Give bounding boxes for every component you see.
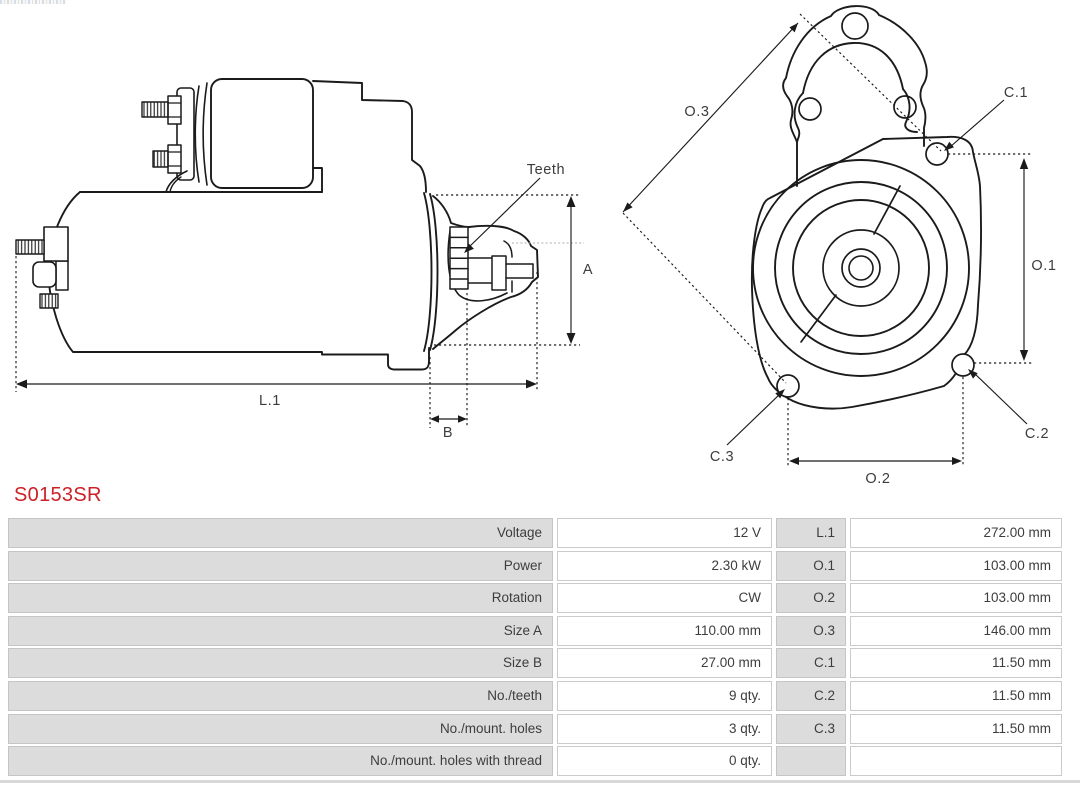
spec-value: 27.00 mm <box>557 648 772 678</box>
motor-body <box>48 192 429 370</box>
spec-value: 3 qty. <box>557 714 772 744</box>
dim-label: C.3 <box>776 714 846 744</box>
spec-value: 12 V <box>557 518 772 548</box>
part-number: S0153SR <box>14 484 102 506</box>
dim-label-o1: O.1 <box>1031 258 1057 274</box>
dim-value <box>850 746 1062 776</box>
spec-label: Power <box>8 551 553 581</box>
spec-label: Rotation <box>8 583 553 613</box>
body-relay-box <box>33 262 56 287</box>
solenoid-terminal-bolt-lower <box>153 151 168 167</box>
top-ear-arch <box>803 43 903 93</box>
pinion-shaft <box>468 256 533 290</box>
ear-hole-right <box>894 96 916 118</box>
dim-label: C.1 <box>776 648 846 678</box>
solenoid-terminal-nut-upper <box>168 96 181 124</box>
dim-value: 103.00 mm <box>850 583 1062 613</box>
bearing-circle-outer <box>753 160 969 376</box>
spec-label: No./mount. holes <box>8 714 553 744</box>
spec-label: No./teeth <box>8 681 553 711</box>
dim-label: O.3 <box>776 616 846 646</box>
spec-value: CW <box>557 583 772 613</box>
spec-value: 110.00 mm <box>557 616 772 646</box>
spec-table <box>8 518 1062 776</box>
bottom-rule <box>0 780 1080 783</box>
top-hole <box>842 13 868 39</box>
ear-hole-left <box>799 98 821 120</box>
body-terminal-bolt-upper <box>16 240 44 254</box>
dim-label: L.1 <box>776 518 846 548</box>
shaft-circle <box>842 249 880 287</box>
spec-label: Voltage <box>8 518 553 548</box>
solenoid-terminal-nut-lower <box>168 145 181 173</box>
dim-value: 11.50 mm <box>850 714 1062 744</box>
dim-value: 103.00 mm <box>850 551 1062 581</box>
dim-label-l1: L.1 <box>259 393 281 409</box>
dim-value: 146.00 mm <box>850 616 1062 646</box>
spec-label: No./mount. holes with thread <box>8 746 553 776</box>
dim-label-c2: C.2 <box>1024 426 1050 442</box>
dim-value: 11.50 mm <box>850 681 1062 711</box>
side-view-drawing <box>16 79 538 370</box>
dim-label: O.1 <box>776 551 846 581</box>
mounting-hole-c1 <box>926 143 948 165</box>
dim-label-o3: O.3 <box>684 104 710 120</box>
spec-value: 9 qty. <box>557 681 772 711</box>
side-view-dimensions <box>16 162 593 441</box>
pinion-gear <box>450 227 468 289</box>
dim-label-b: B <box>442 425 454 441</box>
body-terminal-bolt-lower <box>40 294 58 308</box>
solenoid-bracket <box>313 81 426 192</box>
front-view-drawing <box>752 6 981 409</box>
dim-label-c3: C.3 <box>709 449 735 465</box>
dim-label-a: A <box>582 262 594 278</box>
body-terminal-board <box>56 261 68 290</box>
spec-value: 2.30 kW <box>557 551 772 581</box>
dim-label-o2: O.2 <box>865 471 891 487</box>
spec-value: 0 qty. <box>557 746 772 776</box>
dim-value: 272.00 mm <box>850 518 1062 548</box>
body-terminal-bracket-upper <box>44 227 68 261</box>
dim-label: C.2 <box>776 681 846 711</box>
dim-label <box>776 746 846 776</box>
spec-label: Size B <box>8 648 553 678</box>
dim-label: O.2 <box>776 583 846 613</box>
front-view-dimensions <box>623 14 1057 487</box>
dim-value: 11.50 mm <box>850 648 1062 678</box>
solenoid-terminal-bolt-upper <box>142 102 168 117</box>
solenoid-barrel <box>211 79 313 188</box>
spec-label: Size A <box>8 616 553 646</box>
dim-label-c1: C.1 <box>1003 85 1029 101</box>
hub-circle <box>823 230 899 306</box>
dim-label-teeth: Teeth <box>526 162 566 178</box>
